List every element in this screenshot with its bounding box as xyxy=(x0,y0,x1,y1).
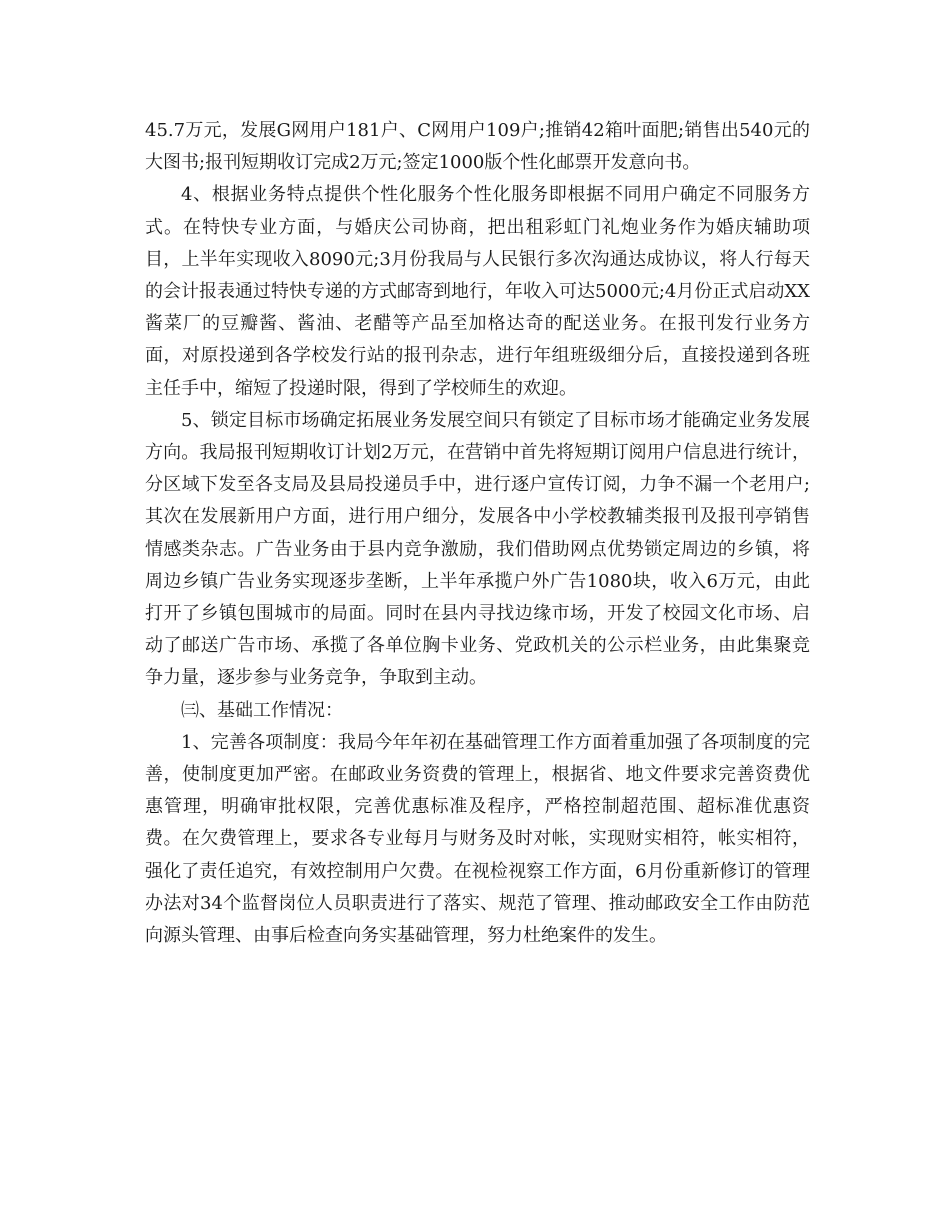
section-heading-3: ㈢、基础工作情况： xyxy=(181,699,343,721)
paragraph-item-4: 4、根据业务特点提供个性化服务个性化服务即根据不同用户确定不同服务方式。在特快专业方面，与婚庆公司协商，把出租彩虹门礼炮业务作为婚庆辅助项目，上半年实现收入8090元;3月份我局与人民银行多次沟通达成协议，将人行每天的会计报表通过特快专递的方式邮寄到地行，年收入可达5000元;4月份正式启动XX酱菜厂的豆瓣酱、酱油、老醋等产品至加格达奇的配送业务。在报刊发行业务方面，对原投递到各学校发行站的报刊杂志，进行年组班级细分后，直接投递到各班主任手中，缩短了投递时限，得到了学校师生的欢迎。 xyxy=(145,184,810,399)
paragraph-item-1: 1、完善各项制度：我局今年年初在基础管理工作方面着重加强了各项制度的完善，使制度更加严密。在邮政业务资费的管理上，根据省、地文件要求完善资费优惠管理，明确审批权限，完善优惠标准及程序，严格控制超范围、超标准优惠资费。在欠费管理上，要求各专业每月与财务及时对帐，实现财实相符，帐实相符，强化了责任追究，有效控制用户欠费。在视检视察工作方面，6月份重新修订的管理办法对34个监督岗位人员职责进行了落实、规范了管理、推动邮政安全工作由防范向源头管理、由事后检查向务实基础管理，努力杜绝案件的发生。 xyxy=(145,731,810,947)
paragraph-item-5: 5、锁定目标市场确定拓展业务发展空间只有锁定了目标市场才能确定业务发展方向。我局报刊短期收订计划2万元，在营销中首先将短期订阅用户信息进行统计，分区域下发至各支局及县局投递员手中，进行逐户宣传订阅，力争不漏一个老用户;其次在发展新用户方面，进行用户细分，发展各中小学校教辅类报刊及报刊亭销售情感类杂志。广告业务由于县内竞争激励，我们借助网点优势锁定周边的乡镇，将周边乡镇广告业务实现逐步垄断，上半年承揽户外广告1080块，收入6万元，由此打开了乡镇包围城市的局面。同时在县内寻找边缘市场，开发了校园文化市场、启动了邮送广告市场、承揽了各单位胸卡业务、党政机关的公示栏业务，由此集聚竞争力量，逐步参与业务竞争，争取到主动。 xyxy=(145,409,810,689)
paragraph-continued: 45.7万元，发展G网用户181户、C网用户109户;推销42箱叶面肥;销售出540元的大图书;报刊短期收订完成2万元;签定1000版个性化邮票开发意向书。 xyxy=(145,120,810,174)
document-body xyxy=(145,115,810,952)
